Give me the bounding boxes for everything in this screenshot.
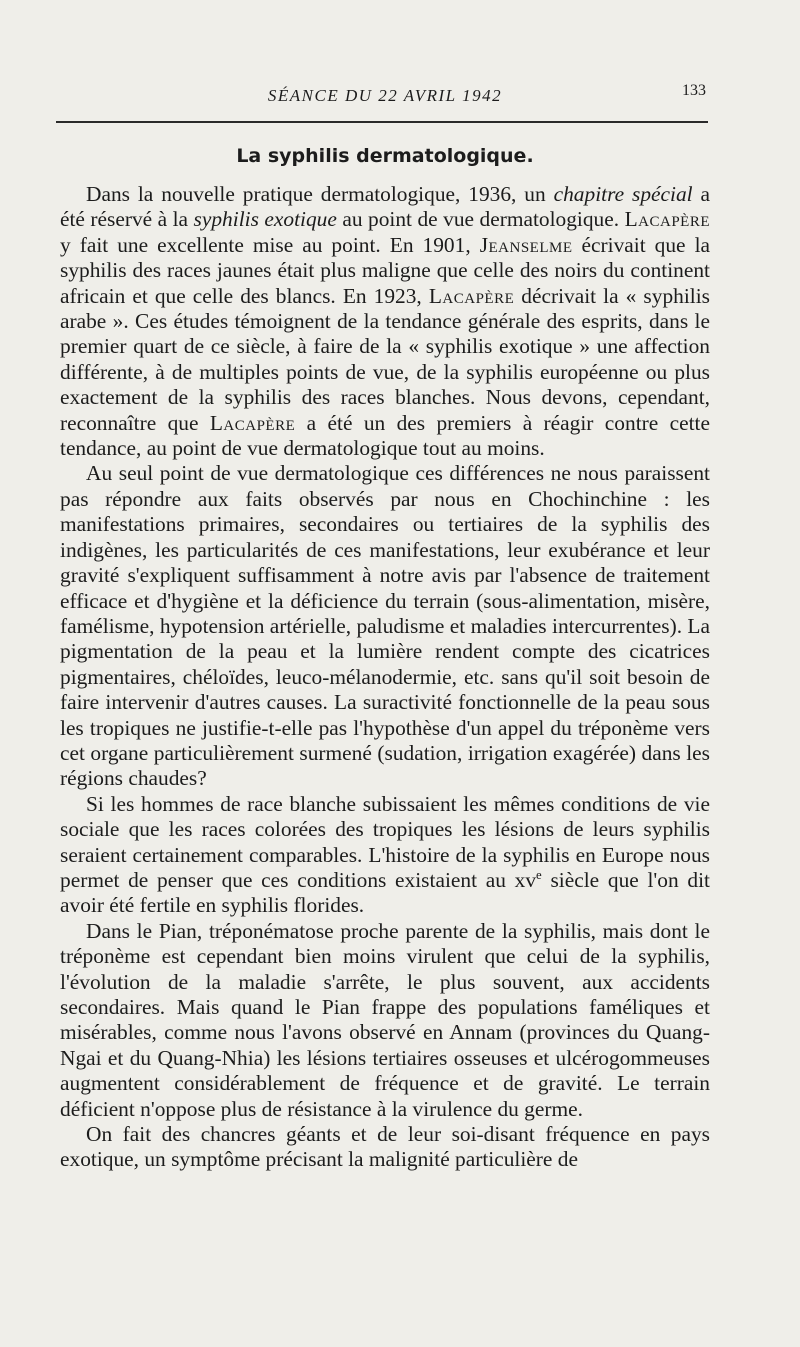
running-title: SÉANCE DU 22 AVRIL 1942 bbox=[267, 86, 503, 105]
text-run: Si les hommes de race blanche subissaient les mêmes conditions de vie sociale que les races colorées des tropiques les lésions de leurs syphilis seraient certainement comparables. L'histoire de la syphilis en Europe nous permet de penser que ces conditions existaient au xv bbox=[60, 791, 710, 892]
text-run: Lacapère bbox=[209, 410, 296, 435]
text-run: y fait une excellente mise au point. En 1901, bbox=[60, 232, 480, 257]
text-run: décrivait la « syphilis arabe ». Ces études témoignent de la tendance générale des esprits, dans le premier quart de ce siècle, à faire de la « syphilis exotique » une affection différente, à de multiples points de vue, de la syphilis européenne ou plus exactement de la syphilis des races blanches. Nous devons, cependant, reconnaître que bbox=[60, 283, 710, 435]
text-run: au point de vue dermatologique. bbox=[336, 207, 625, 232]
text-run: syphilis exotique bbox=[193, 207, 337, 232]
text-run: e bbox=[536, 867, 542, 882]
text-run: siècle que l'on dit avoir été fertile en syphilis florides. bbox=[60, 867, 710, 918]
text-run: chapitre spécial bbox=[553, 182, 693, 206]
page-header bbox=[60, 82, 710, 114]
article-body bbox=[60, 182, 710, 1173]
body-paragraph bbox=[60, 461, 710, 791]
body-paragraph bbox=[60, 919, 710, 1122]
text-run: On fait des chancres géants et de leur soi-disant fréquence en pays exotique, un symptôme précisant la malignité particulière de bbox=[60, 1122, 710, 1172]
text-run: Au seul point de vue dermatologique ces différences ne nous paraissent pas répondre aux faits observés par nous en Chochinchine : les manifestations primaires, secondaires ou tertiaires de la syphilis des indigènes, les particularités de ces manifestations, leur exubérance et leur gravité s'expliquent suffisamment à notre avis par l'absence de traitement efficace et d'hygiène et la déficience du terrain (sous-alimentation, misère, famélisme, hypotension artérielle, paludisme et maladies intercurrentes). La pigmentation de la peau et la lumière rendent compte des cicatrices pigmentaires, chéloïdes, leuco-mélanodermie, etc. sans qu'il soit besoin de faire intervenir d'autres causes. La suractivité fonctionnelle de la peau sous les tropiques ne justifie-t-elle pas l'hypothèse d'un appel du tréponème vers cet organe particulièrement surmené (sudation, irrigation exagérée) dans les régions chaudes? bbox=[60, 461, 710, 791]
body-paragraph bbox=[60, 1122, 710, 1173]
article-title: La syphilis dermatologique. bbox=[236, 145, 534, 167]
text-run: Dans le Pian, tréponématose proche parente de la syphilis, mais dont le tréponème est cependant bien moins virulent que celui de la syphilis, l'évolution de la maladie s'arrête, le plus souvent, aux accidents secondaires. Mais quand le Pian frappe des populations faméliques et misérables, comme nous l'avons observé en Annam (provinces du Quang-Ngai et du Quang-Nhia) les lésions tertiaires osseuses et ulcérogommeuses augmentent considérablement de fréquence et de gravité. Le terrain déficient n'oppose plus de résistance à la virulence du germe. bbox=[60, 918, 710, 1121]
text-run: écrivait que la syphilis des races jaunes était plus maligne que celle des noirs du continent africain et que celle des blancs. En 1923, bbox=[60, 232, 711, 308]
header-rule bbox=[56, 121, 708, 123]
text-run: Lacapère bbox=[624, 207, 710, 232]
text-run: a été un des premiers à réagir contre cette tendance, au point de vue dermatologique tout au moins. bbox=[60, 410, 710, 461]
text-run: Lacapère bbox=[428, 283, 515, 308]
page-number: 133 bbox=[682, 82, 706, 99]
text-run: Dans la nouvelle pratique dermatologique, 1936, un bbox=[86, 182, 554, 206]
text-run: Jeanselme bbox=[479, 232, 573, 257]
body-paragraph bbox=[60, 182, 710, 461]
text-run: a été réservé à la bbox=[60, 182, 711, 232]
body-paragraph bbox=[60, 792, 710, 919]
